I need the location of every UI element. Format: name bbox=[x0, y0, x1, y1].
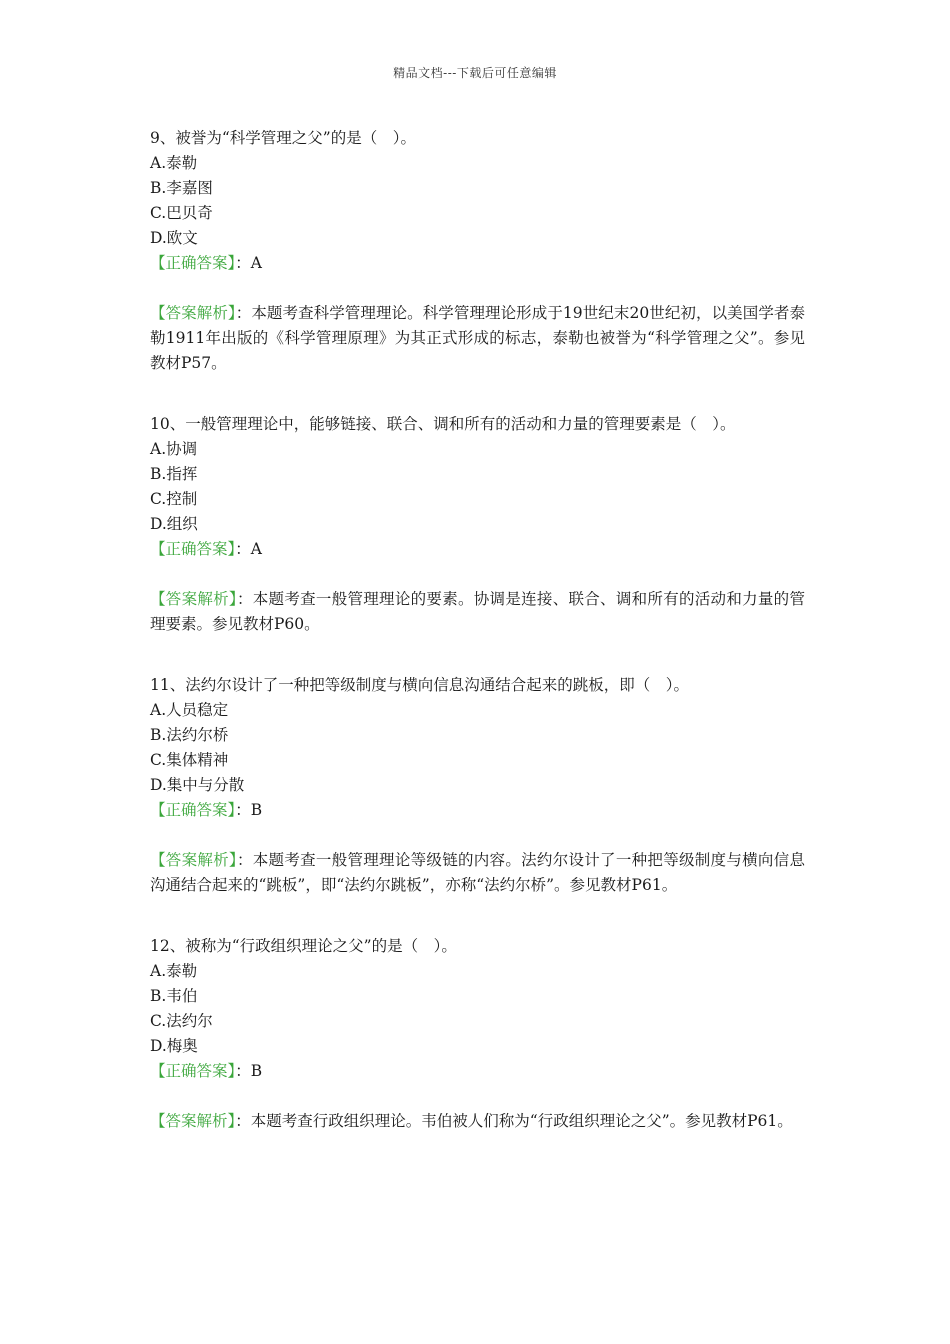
answer-value: B bbox=[250, 1062, 263, 1080]
analysis-separator: ： bbox=[235, 1112, 251, 1130]
analysis-text: 本题考查科学管理理论。科学管理理论形成于19世纪末20世纪初，以美国学者泰勒1911年出版的《科学管理原理》为其正式形成的标志，泰勒也被誉为“科学管理之父”。参见教材P57。 bbox=[150, 304, 805, 372]
answer-label: 【正确答案】 bbox=[150, 801, 236, 819]
option-a: A.协调 bbox=[150, 440, 198, 458]
answer-label: 【正确答案】 bbox=[150, 254, 236, 272]
answer-separator: ： bbox=[235, 254, 251, 272]
option-b: B.法约尔桥 bbox=[150, 726, 229, 744]
option-c: C.巴贝奇 bbox=[150, 204, 213, 222]
answer-separator: ： bbox=[235, 540, 251, 558]
analysis-text: 本题考查一般管理理论等级链的内容。法约尔设计了一种把等级制度与横向信息沟通结合起来的“跳板”，即“法约尔跳板”，亦称“法约尔桥”。参见教材P61。 bbox=[150, 851, 805, 894]
question-list bbox=[150, 126, 805, 1170]
answer-value: B bbox=[250, 801, 263, 819]
correct-answer bbox=[150, 251, 805, 276]
analysis-label: 【答案解析】 bbox=[150, 1112, 236, 1130]
analysis-text: 本题考查行政组织理论。韦伯被人们称为“行政组织理论之父”。参见教材P61。 bbox=[250, 1112, 793, 1130]
answer-separator: ： bbox=[235, 801, 251, 819]
correct-answer bbox=[150, 798, 805, 823]
option-b: B.李嘉图 bbox=[150, 179, 213, 197]
option-b: B.韦伯 bbox=[150, 987, 198, 1005]
option-d: D.欧文 bbox=[150, 229, 198, 247]
analysis-text: 本题考查一般管理理论的要素。协调是连接、联合、调和所有的活动和力量的管理要素。参见教材P60。 bbox=[150, 590, 805, 633]
answer-separator: ： bbox=[235, 1062, 251, 1080]
answer-analysis bbox=[150, 848, 805, 898]
question-stem: 9、被誉为“科学管理之父”的是（ ）。 bbox=[150, 129, 416, 147]
option-d: D.梅奥 bbox=[150, 1037, 198, 1055]
option-b: B.指挥 bbox=[150, 465, 198, 483]
question-stem: 10、一般管理理论中，能够链接、联合、调和所有的活动和力量的管理要素是（ ）。 bbox=[150, 415, 736, 433]
correct-answer bbox=[150, 537, 805, 562]
correct-answer bbox=[150, 1059, 805, 1084]
answer-label: 【正确答案】 bbox=[150, 1062, 236, 1080]
analysis-label: 【答案解析】 bbox=[150, 304, 236, 322]
page-header: 精品文档---下载后可任意编辑 bbox=[393, 66, 557, 80]
question-item bbox=[150, 412, 805, 637]
answer-analysis bbox=[150, 1109, 805, 1134]
option-c: C.法约尔 bbox=[150, 1012, 213, 1030]
analysis-separator: ： bbox=[236, 590, 253, 608]
analysis-label: 【答案解析】 bbox=[150, 590, 237, 608]
option-a: A.泰勒 bbox=[150, 962, 198, 980]
option-c: C.控制 bbox=[150, 490, 198, 508]
question-item bbox=[150, 673, 805, 898]
option-c: C.集体精神 bbox=[150, 751, 229, 769]
answer-label: 【正确答案】 bbox=[150, 540, 236, 558]
analysis-label: 【答案解析】 bbox=[150, 851, 237, 869]
analysis-separator: ： bbox=[236, 851, 253, 869]
answer-value: A bbox=[250, 254, 262, 272]
answer-value: A bbox=[250, 540, 262, 558]
option-d: D.集中与分散 bbox=[150, 776, 245, 794]
question-item bbox=[150, 126, 805, 376]
question-stem: 12、被称为“行政组织理论之父”的是（ ）。 bbox=[150, 937, 457, 955]
option-a: A.泰勒 bbox=[150, 154, 198, 172]
answer-analysis bbox=[150, 587, 805, 637]
option-a: A.人员稳定 bbox=[150, 701, 229, 719]
analysis-separator: ： bbox=[235, 304, 252, 322]
question-item bbox=[150, 934, 805, 1134]
answer-analysis bbox=[150, 301, 805, 376]
question-stem: 11、法约尔设计了一种把等级制度与横向信息沟通结合起来的跳板，即（ ）。 bbox=[150, 676, 689, 694]
option-d: D.组织 bbox=[150, 515, 198, 533]
